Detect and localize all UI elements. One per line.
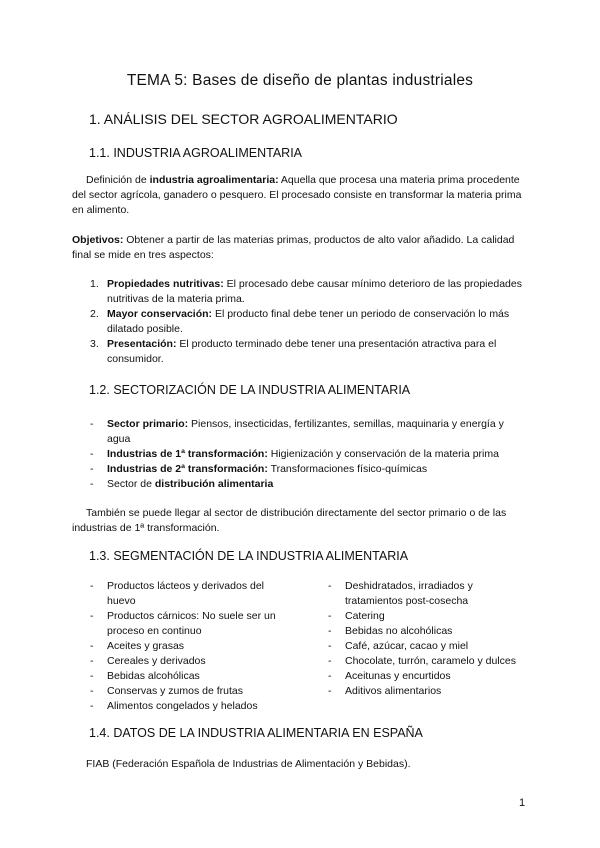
dash-marker: - — [328, 640, 332, 652]
page-number: 1 — [519, 797, 526, 809]
segment-item — [328, 639, 533, 654]
segment-item — [90, 699, 290, 714]
segment-text: Bebidas alcohólicas — [107, 670, 200, 682]
objectives-list — [90, 277, 525, 367]
sector-list — [90, 417, 525, 492]
dash-marker: - — [90, 655, 94, 667]
objective-number: 1. — [90, 278, 99, 290]
segment-item — [328, 609, 533, 624]
segment-list-right — [328, 579, 533, 699]
section-1-3-heading: 1.3. SEGMENTACIÓN DE LA INDUSTRIA ALIMENTARIA — [89, 549, 409, 563]
distribution-note: También se puede llegar al sector de distribución directamente del sector primario o de las industrias de 1ª transformación. — [72, 507, 507, 534]
sector-term: distribución alimentaria — [154, 478, 274, 490]
dash-marker: - — [90, 670, 94, 682]
sector-item — [90, 447, 525, 462]
sector-text: Transformaciones físico-químicas — [267, 463, 428, 475]
objective-item — [90, 277, 525, 307]
dash-marker: - — [90, 478, 94, 490]
dash-marker: - — [90, 685, 94, 697]
segment-text: Catering — [345, 610, 385, 622]
segment-list-left — [90, 579, 290, 714]
dash-marker: - — [328, 610, 332, 622]
segment-text: Productos cárnicos: No suele ser un proceso en continuo — [107, 610, 276, 637]
dash-marker: - — [328, 580, 332, 592]
definition-paragraph — [72, 173, 532, 218]
section-1-2-heading: 1.2. SECTORIZACIÓN DE LA INDUSTRIA ALIMENTARIA — [89, 383, 411, 397]
sector-term: Industrias de 2ª transformación: — [107, 463, 268, 475]
dash-marker: - — [90, 700, 94, 712]
sector-term: Industrias de 1ª transformación: — [107, 448, 268, 460]
segment-text: Cereales y derivados — [107, 655, 206, 667]
objective-number: 3. — [90, 338, 99, 350]
objective-term: Presentación: — [107, 338, 177, 350]
segment-item — [90, 609, 290, 639]
document-title: TEMA 5: Bases de diseño de plantas industriales — [126, 72, 474, 89]
segment-text: Chocolate, turrón, caramelo y dulces — [345, 655, 516, 667]
segment-item — [328, 579, 533, 609]
segment-text: Alimentos congelados y helados — [107, 700, 258, 712]
sector-term: Sector primario: — [107, 418, 189, 430]
objective-number: 2. — [90, 308, 99, 320]
segment-text: Aceitunas y encurtidos — [345, 670, 451, 682]
dash-marker: - — [90, 463, 94, 475]
objectives-paragraph — [72, 233, 532, 263]
dash-marker: - — [90, 418, 94, 430]
dash-marker: - — [328, 685, 332, 697]
dash-marker: - — [90, 640, 94, 652]
segment-item — [90, 639, 290, 654]
definition-term: industria agroalimentaria: — [149, 174, 279, 186]
segment-text: Bebidas no alcohólicas — [345, 625, 453, 637]
segment-item — [328, 624, 533, 639]
segment-text: Café, azúcar, cacao y miel — [345, 640, 469, 652]
segment-item — [90, 669, 290, 684]
definition-text: Aquella que procesa una materia prima procedente del sector agrícola, ganadero o pesquero. El procesado consiste en transformar la materia prima en alimento. — [72, 174, 522, 216]
sector-prefix: Sector de — [107, 478, 155, 490]
segment-item — [90, 579, 290, 609]
section-1-heading: 1. ANÁLISIS DEL SECTOR AGROALIMENTARIO — [89, 111, 398, 127]
objectives-text: Obtener a partir de las materias primas, productos de alto valor añadido. La calidad final se mide en tres aspectos: — [72, 234, 515, 261]
segment-item — [328, 684, 533, 699]
sector-text: Piensos, insecticidas, fertilizantes, semillas, maquinaria y energía y agua — [107, 418, 504, 445]
objective-term: Propiedades nutritivas: — [107, 278, 224, 290]
dash-marker: - — [90, 448, 94, 460]
objective-text: El producto terminado debe tener una presentación atractiva para el consumidor. — [107, 338, 497, 365]
segment-text: Deshidratados, irradiados y tratamientos post-cosecha — [345, 580, 473, 607]
segment-item — [328, 654, 533, 669]
dash-marker: - — [328, 625, 332, 637]
segment-item — [90, 684, 290, 699]
dash-marker: - — [328, 670, 332, 682]
sector-item — [90, 417, 525, 447]
objective-item — [90, 307, 525, 337]
dash-marker: - — [328, 655, 332, 667]
section-1-1-heading: 1.1. INDUSTRIA AGROALIMENTARIA — [89, 146, 303, 160]
definition-intro: Definición de — [86, 174, 150, 186]
objectives-label: Objetivos: — [72, 234, 124, 246]
segment-text: Aceites y grasas — [107, 640, 185, 652]
dash-marker: - — [90, 610, 94, 622]
objective-term: Mayor conservación: — [107, 308, 213, 320]
section-1-4-heading: 1.4. DATOS DE LA INDUSTRIA ALIMENTARIA EN ESPAÑA — [89, 726, 423, 740]
segment-text: Conservas y zumos de frutas — [107, 685, 243, 697]
objective-text: El producto final debe tener un periodo de conservación lo más dilatado posible. — [107, 308, 510, 335]
objective-text: El procesado debe causar mínimo deterioro de las propiedades nutritivas de la materia prima. — [107, 278, 522, 305]
segment-text: Productos lácteos y derivados del huevo — [107, 580, 265, 607]
segment-item — [90, 654, 290, 669]
sector-item — [90, 477, 525, 492]
sector-item — [90, 462, 525, 477]
segment-text: Aditivos alimentarios — [345, 685, 442, 697]
objective-item — [90, 337, 525, 367]
dash-marker: - — [90, 580, 94, 592]
segment-item — [328, 669, 533, 684]
fiab-text: FIAB (Federación Española de Industrias de Alimentación y Bebidas). — [86, 758, 411, 770]
sector-text: Higienización y conservación de la materia prima — [267, 448, 499, 460]
